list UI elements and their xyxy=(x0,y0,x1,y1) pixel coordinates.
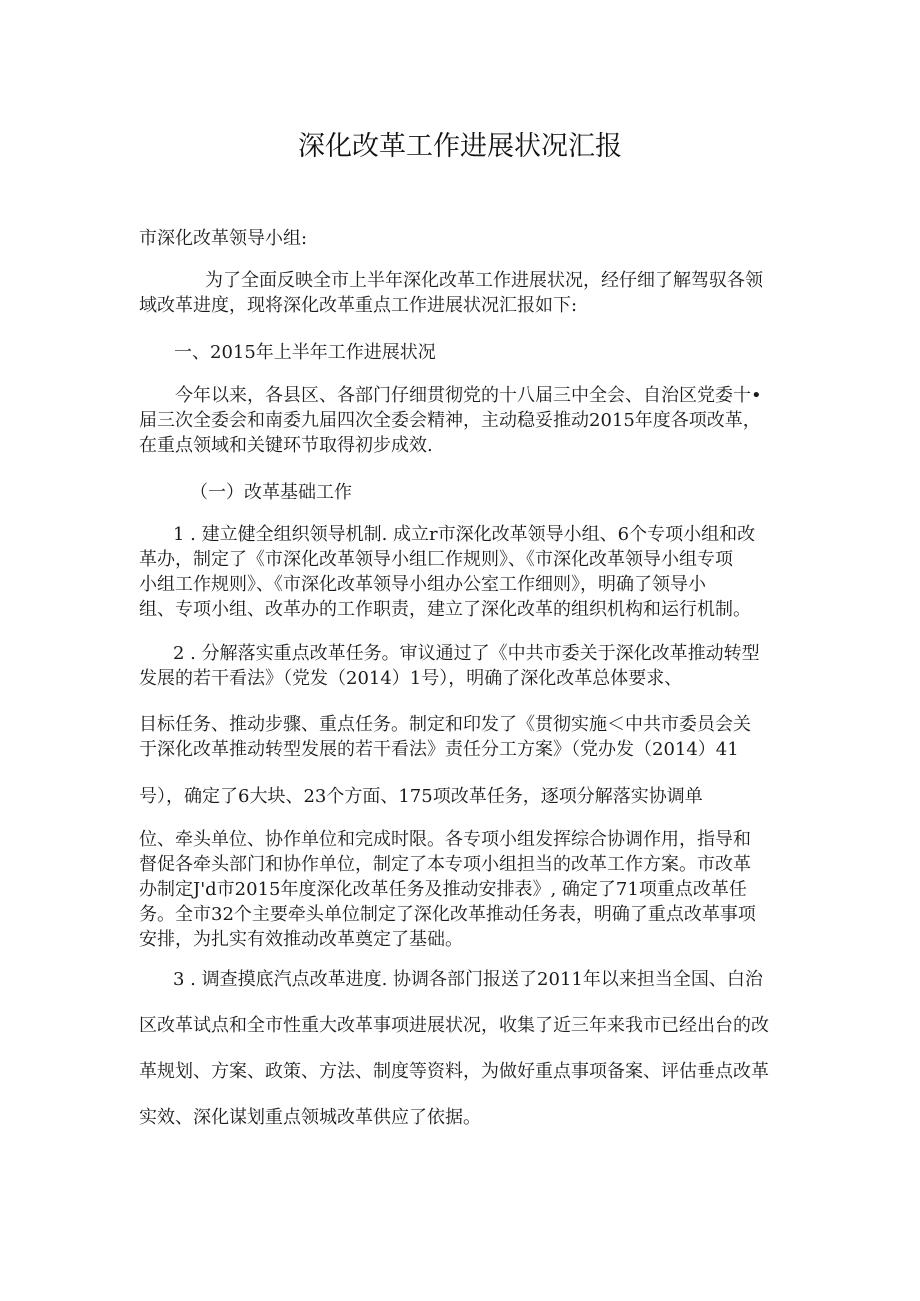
item2-line-4: 于深化改革推动转型发展的若干看法》责任分工方案》（党办发（2014）41 xyxy=(139,739,739,760)
item2-line-7: 督促各牵头部门和协作单位，制定了本专项小组担当的改革工作方案。市改革 xyxy=(139,854,751,875)
item3-line-2: 区改革试点和全市性重大改革事项进展状况，收集了近三年来我市已经出台的改 xyxy=(139,1015,769,1036)
section1-heading: 一、2015年上半年工作进展状况 xyxy=(174,342,436,363)
item3-line-4: 实效、深化谋划重点领城改革供应了依据。 xyxy=(139,1107,481,1128)
item2-paragraph-part2 xyxy=(139,712,789,762)
item3-paragraph xyxy=(139,957,789,1141)
section1-line-2: 届三次全委会和南委九届四次全委会精神，主动稳妥推动2015年度各项改革， xyxy=(139,410,761,431)
item2-line-8: 办制定J'd市2015年度深化改革任务及推动安排表》, 确定了71项重点改革任 xyxy=(139,879,747,900)
item2-line-1: 2 . 分解落实重点改革任务。审议通过了《中共市委关于深化改革推动转型 xyxy=(173,643,760,664)
item2-paragraph-part4 xyxy=(139,827,789,952)
section1-line-1: 今年以来，各县区、各部门仔细贯彻党的十八届三中全会、自治区党委十• xyxy=(175,385,762,406)
item3-line-3: 革规划、方案、政策、方法、制度等资料，为做好重点事项备案、评估垂点改革 xyxy=(139,1061,769,1082)
section1-paragraph xyxy=(139,383,789,458)
item1-line-2: 革办，制定了《市深化改革领导小组匚作规则》、《市深化改革领导小组专项 xyxy=(139,549,733,570)
item2-paragraph-part3: 号），确定了6大块、23个方面、175项改革任务，逐项分解落实协调单 xyxy=(139,786,703,807)
document-title: 深化改革工作进展状况汇报 xyxy=(298,131,622,162)
item2-line-3: 目标任务、推动步骤、重点任务。制定和印发了《贯彻实施＜中共市委员会关 xyxy=(139,714,751,735)
section1-line-3: 在重点领域和关键环节取得初步成效. xyxy=(139,435,433,456)
intro-paragraph xyxy=(139,268,789,318)
intro-line-2: 域改革进度，现将深化改革重点工作进展状况汇报如下: xyxy=(139,295,578,316)
salutation: 市深化改革领导小组: xyxy=(139,228,308,249)
item3-line-1: 3 . 调查摸底汽点改革进度. 协调各部门报送了2011年以来担当全国、白治 xyxy=(173,969,763,990)
item2-line-10: 安排，为扎实有效推动改革奠定了基础。 xyxy=(139,929,463,950)
item2-line-9: 务。全市32个主要牵头单位制定了深化改革推动任务表，明确了重点改革事项 xyxy=(139,904,756,925)
item1-line-3: 小组工作规则》、《市深化改革领导小组办公室工作细则》，明确了领导小 xyxy=(139,574,706,595)
item2-line-6: 位、牵头单位、协作单位和完成时限。各专项小组发挥综合协调作用，指导和 xyxy=(139,829,751,850)
item2-paragraph-part1 xyxy=(139,641,789,691)
item1-paragraph xyxy=(139,522,789,622)
item2-line-2: 发展的若干看法》（党发（2014）1号），明确了深化改革总体要求、 xyxy=(139,668,683,689)
item1-line-4: 组、专项小组、改革办的工作职责，建立了深化改革的组织机构和运行机制。 xyxy=(139,599,751,620)
subsection1-heading: （一）改革基础工作 xyxy=(190,482,352,503)
intro-line-1: 为了全面反映全市上半年深化改革工作进展状况，经仔细了解驾驭各领 xyxy=(205,270,763,291)
item1-line-1: 1 . 建立健全组织领导机制. 成立r市深化改革领导小组、6个专项小组和改 xyxy=(173,524,756,545)
